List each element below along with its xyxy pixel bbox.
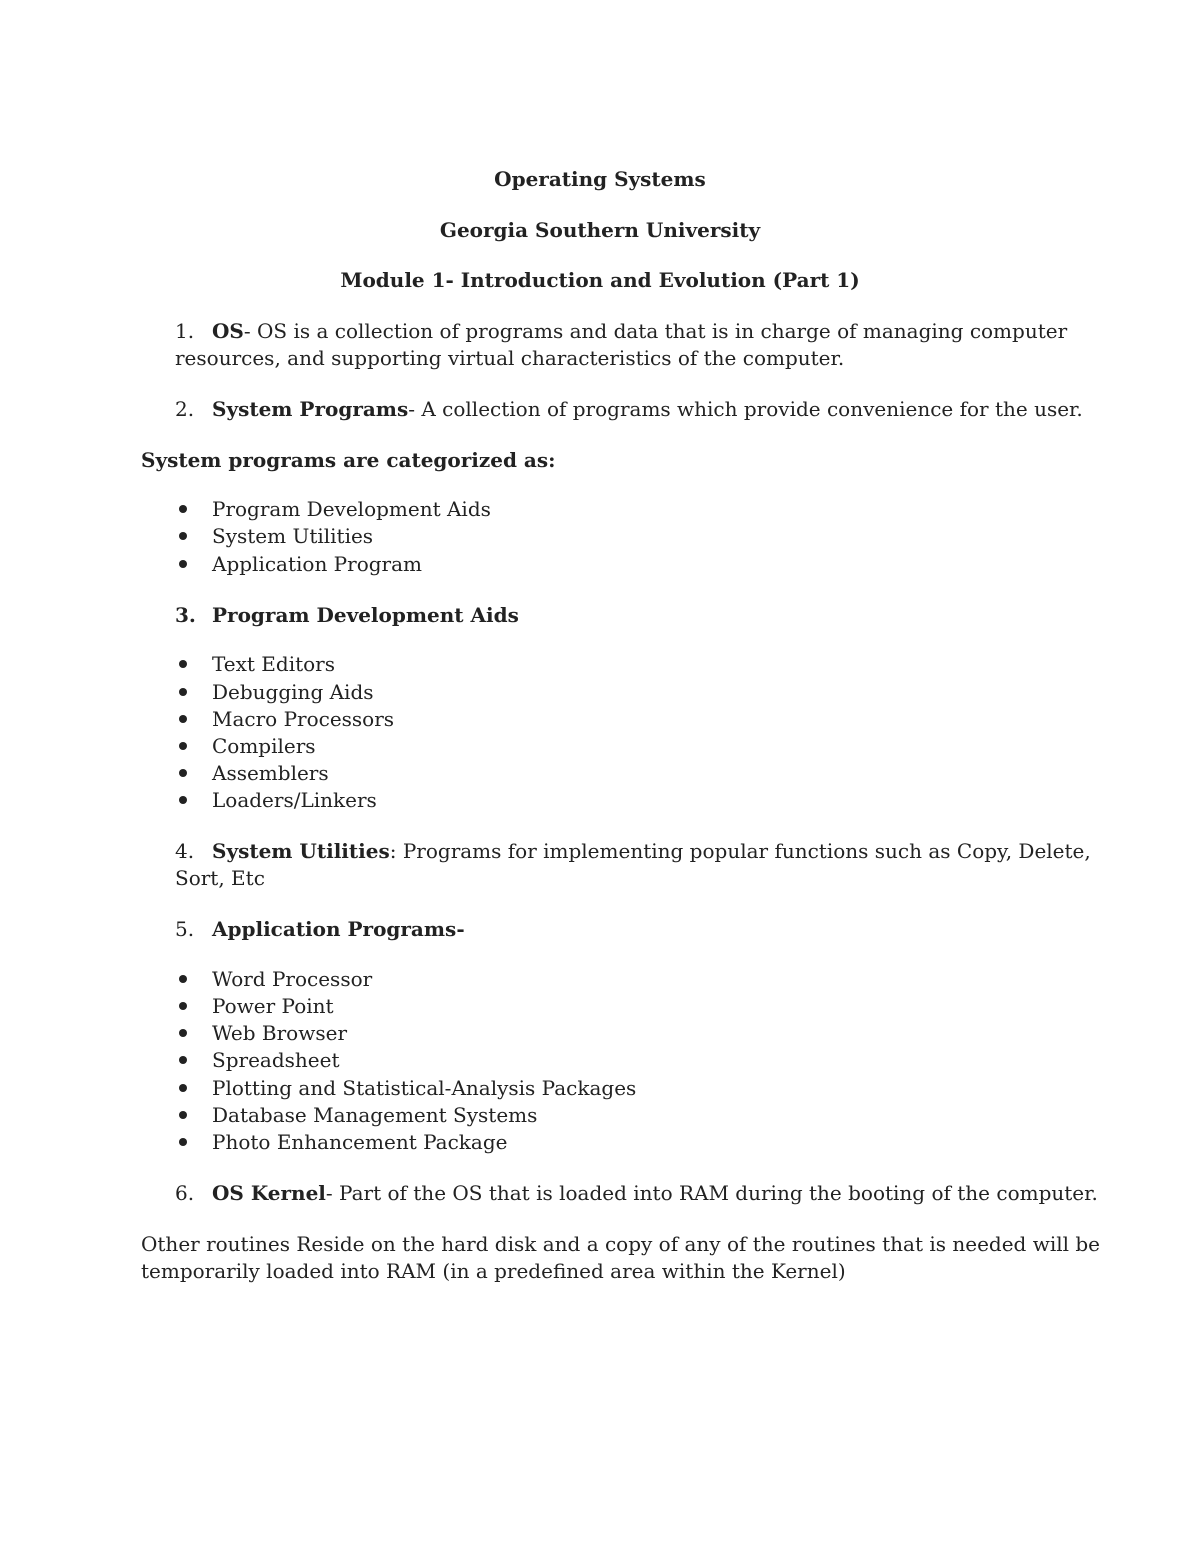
- kernel-definition: [212, 1180, 1098, 1207]
- pda-heading: Program Development Aids: [212, 603, 519, 627]
- bullet-icon: [179, 1138, 187, 1146]
- closing-paragraph-line1: Other routines Reside on the hard disk and a copy of any of the routines that is needed will be: [141, 1232, 1101, 1256]
- pda-list-item: Assemblers: [212, 761, 329, 785]
- kernel-term: OS Kernel: [212, 1181, 326, 1205]
- pda-list-item: Loaders/Linkers: [212, 788, 377, 812]
- item-number-3: 3.: [175, 603, 196, 627]
- bullet-icon: [179, 532, 187, 540]
- system-programs-definition: [212, 396, 1083, 423]
- pda-list-item: Debugging Aids: [212, 680, 374, 704]
- item-number-6: 6.: [175, 1181, 195, 1205]
- category-item: System Utilities: [212, 524, 374, 548]
- item-number-4: 4.: [175, 839, 195, 863]
- item-number-5: 5.: [175, 917, 195, 941]
- os-definition: [212, 318, 1067, 345]
- item-number-1: 1.: [175, 319, 195, 343]
- system-programs-text: A collection of programs which provide convenience for the user.: [421, 397, 1083, 421]
- bullet-icon: [179, 1002, 187, 1010]
- os-definition-line1: OS is a collection of programs and data that is in charge of managing computer: [257, 319, 1068, 343]
- bullet-icon: [179, 560, 187, 568]
- module-heading: Module 1- Introduction and Evolution (Part 1): [340, 268, 860, 292]
- bullet-icon: [179, 505, 187, 513]
- os-separator: -: [243, 319, 257, 343]
- pda-list-item: Compilers: [212, 734, 316, 758]
- bullet-icon: [179, 715, 187, 723]
- apps-list-item: Database Management Systems: [212, 1103, 538, 1127]
- pda-list-item: Text Editors: [212, 652, 335, 676]
- apps-list-item: Spreadsheet: [212, 1048, 340, 1072]
- bullet-icon: [179, 1029, 187, 1037]
- bullet-icon: [179, 769, 187, 777]
- kernel-separator: -: [325, 1181, 340, 1205]
- apps-list-item: Plotting and Statistical-Analysis Packages: [212, 1076, 637, 1100]
- closing-paragraph-line2: temporarily loaded into RAM (in a predefined area within the Kernel): [141, 1259, 846, 1283]
- categories-heading: System programs are categorized as:: [141, 448, 556, 472]
- doc-title: Operating Systems: [494, 167, 706, 191]
- category-item: Program Development Aids: [212, 497, 491, 521]
- apps-list-item: Photo Enhancement Package: [212, 1130, 508, 1154]
- system-programs-term: System Programs: [212, 397, 409, 421]
- os-definition-line2: resources, and supporting virtual characteristics of the computer.: [175, 346, 845, 370]
- item-number-2: 2.: [175, 397, 195, 421]
- utilities-line2: Sort, Etc: [175, 866, 265, 890]
- apps-list-item: Word Processor: [212, 967, 373, 991]
- utilities-line1: Programs for implementing popular functions such as Copy, Delete,: [402, 839, 1091, 863]
- bullet-icon: [179, 796, 187, 804]
- bullet-icon: [179, 1084, 187, 1092]
- bullet-icon: [179, 660, 187, 668]
- bullet-icon: [179, 1056, 187, 1064]
- apps-heading: Application Programs-: [212, 917, 465, 941]
- kernel-text: Part of the OS that is loaded into RAM during the booting of the computer.: [339, 1181, 1098, 1205]
- bullet-icon: [179, 1111, 187, 1119]
- bullet-icon: [179, 975, 187, 983]
- institution-name: Georgia Southern University: [439, 218, 761, 242]
- system-programs-separator: -: [408, 397, 422, 421]
- bullet-icon: [179, 688, 187, 696]
- utilities-term: System Utilities: [212, 839, 390, 863]
- category-item: Application Program: [212, 552, 422, 576]
- bullet-icon: [179, 742, 187, 750]
- utilities-separator: :: [389, 839, 403, 863]
- pda-list-item: Macro Processors: [212, 707, 395, 731]
- os-term: OS: [212, 319, 244, 343]
- apps-list-item: Power Point: [212, 994, 334, 1018]
- apps-list-item: Web Browser: [212, 1021, 347, 1045]
- utilities-definition: [212, 838, 1091, 865]
